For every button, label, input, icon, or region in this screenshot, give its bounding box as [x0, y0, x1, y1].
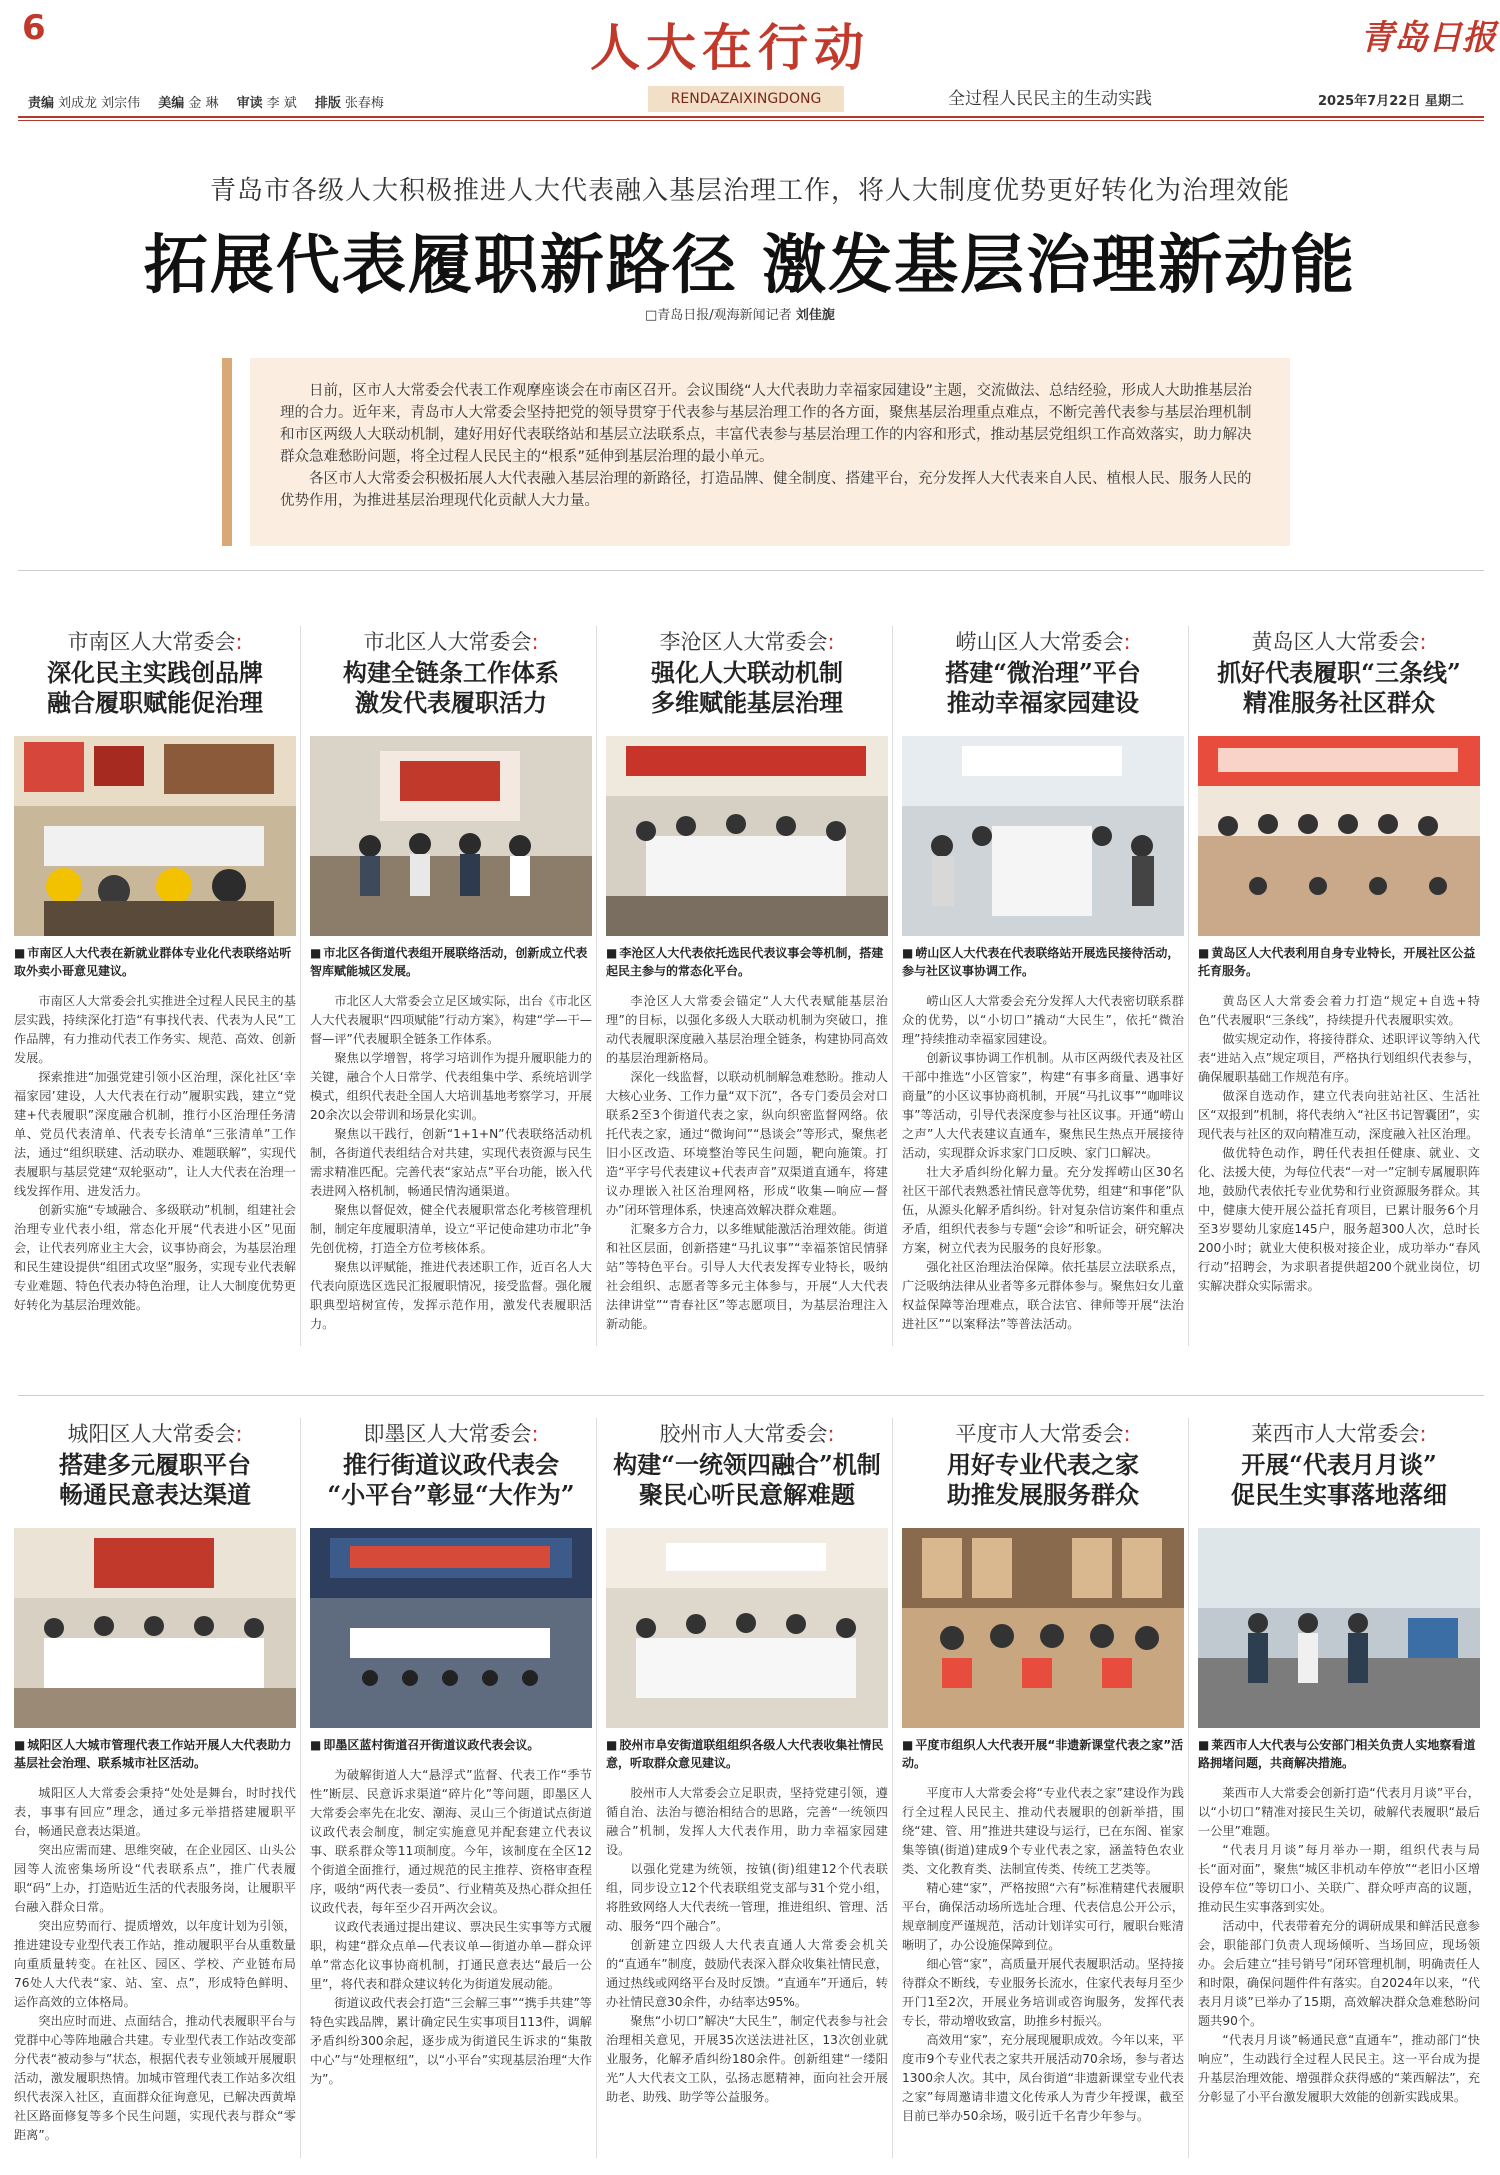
column-title — [1198, 1418, 1480, 1510]
column-title — [902, 1418, 1184, 1510]
body-paragraph: 为破解街道人大“悬浮式”监督、代表工作“季节性”断层、民意诉求渠道“碎片化”等问题，即墨区人大常委会率先在北安、潮海、灵山三个街道试点街道议政代表会制度，制定实施意见并配套建立代表议事、联系群众等11项制度。今年，该制度在全区12个街道全面推行，通过规范的民主推荐、资格审查程序，吸纳“两代表一委员”、行业精英及热心群众担任议政代表，每年至少召开两次会议。 — [310, 1768, 592, 1915]
district-column — [902, 1418, 1184, 2126]
column-title-line: 激发代表履职活力 — [355, 688, 547, 717]
body-paragraph: 突出应需而建、思维突破，在企业园区、山头公园等人流密集场所设“代表联系点”，推广代表履职“码”上办，打造贴近生活的代表服务岗，让履职平台融入群众日常。 — [14, 1843, 296, 1914]
news-photo — [310, 736, 592, 936]
body-paragraph: 市北区人大常委会立足区域实际，出台《市北区人大代表履职“四项赋能”行动方案》，构建“学—干—督—评”代表履职全链条工作体系。 — [310, 994, 592, 1046]
news-photo — [14, 736, 296, 936]
photo-caption: ■ 市南区人大代表在新就业群体专业化代表联络站听取外卖小哥意见建议。 — [14, 944, 296, 980]
column-body — [14, 1784, 296, 2145]
news-photo — [606, 1528, 888, 1728]
column-title-line: 用好专业代表之家 — [947, 1450, 1139, 1479]
column-title-line: 强化人大联动机制 — [651, 658, 843, 687]
column-title — [1198, 626, 1480, 718]
news-photo — [1198, 1528, 1480, 1728]
column-title-line: 促民生实事落地落细 — [1231, 1480, 1447, 1509]
body-paragraph: 聚焦以干践行，创新“1+1+N”代表联络活动机制，各街道代表组结合对共建，实现代表资源与民生需求精准匹配。完善代表“家站点”平台功能，嵌入代表进网入格机制，畅通民情沟通渠道。 — [310, 1127, 592, 1198]
district-column — [1198, 1418, 1480, 2107]
district-column — [606, 626, 888, 1334]
column-body — [1198, 992, 1480, 1296]
column-title — [606, 1418, 888, 1510]
column-body — [902, 992, 1184, 1334]
intro-accent-bar — [222, 358, 232, 546]
photo-voter-reception — [902, 736, 1184, 936]
district-column — [606, 1418, 888, 2107]
photo-street-council-meeting — [310, 1528, 592, 1728]
photo-public-opinion-meeting — [606, 1528, 888, 1728]
news-photo — [902, 736, 1184, 936]
news-photo — [1198, 736, 1480, 936]
body-paragraph: 创新议事协调工作机制。从市区两级代表及社区干部中推选“小区管家”，构建“有事多商量、遇事好商量”的小区议事协商机制，开展“马扎议事”“咖啡议事”等活动，引导代表深度参与社区议事。开通“崂山之声”人大代表建议直通车，聚焦民生热点开展接待活动，实现群众诉求家门口反映、家门口解决。 — [902, 1051, 1184, 1160]
photo-conference-table — [606, 736, 888, 936]
column-title-line: “小平台”彰显“大作为” — [327, 1480, 575, 1509]
district-column — [310, 626, 592, 1334]
news-photo — [902, 1528, 1184, 1728]
column-title-line: 搭建多元履职平台 — [59, 1450, 251, 1479]
editor-credits — [28, 92, 398, 111]
photo-representatives-group — [310, 736, 592, 936]
column-body — [1198, 1784, 1480, 2107]
section-divider — [18, 570, 1484, 571]
column-org: 市北区人大常委会 : — [310, 626, 592, 656]
slogan: 全过程人民民主的生动实践 — [948, 89, 1152, 109]
byline-name: 刘佳旎 — [795, 308, 835, 323]
body-paragraph: 探索推进“加强党建引领小区治理，深化社区‘幸福家园’建设，人大代表在行动”履职实践，建立“党建+代表履职”深度融合机制，推行小区治理任务清单、党员代表清单、代表专长清单“三张清单”工作法，通过“组织联建、活动联办、难题联解”，实现代表履职与基层党建“双轮驱动”，让人大代表在治理一线发挥作用、进发活力。 — [14, 1070, 296, 1198]
masthead-rule-thin — [18, 120, 1484, 121]
editor-names: 李 斌 — [266, 96, 297, 111]
photo-caption: ■ 市北区各街道代表组开展联络活动，创新成立代表智库赋能城区发展。 — [310, 944, 592, 980]
column-title-line: 深化民主实践创品牌 — [47, 658, 263, 687]
row-divider — [18, 1395, 1484, 1396]
intro-box — [250, 358, 1290, 546]
body-paragraph: 强化社区治理法治保障。依托基层立法联系点，广泛吸纳法律从业者等多元群体参与。聚焦妇女儿童权益保障等治理难点，联合法官、律师等开展“法治进社区”“以案释法”等普法活动。 — [902, 1260, 1184, 1331]
photo-caption: ■ 平度市组织人大代表开展“非遗新课堂代表之家”活动。 — [902, 1736, 1184, 1772]
body-paragraph: “代表月月谈”每月举办一期，组织代表与局长“面对面”，聚焦“城区非机动车停放”“老旧小区增设停车位”等切口小、关联广、群众呼声高的议题，推动民生实事落到实处。 — [1198, 1843, 1480, 1914]
body-paragraph: 创新建立四级人大代表直通人大常委会机关的“直通车”制度，鼓励代表深入群众收集社情民意，通过热线或网络平台及时反馈。“直通车”开通后，转办社情民意30余件，办结率达95%。 — [606, 1938, 888, 2009]
column-title-line: 聚民心听民意解难题 — [639, 1480, 855, 1509]
column-divider — [892, 1418, 893, 2158]
photo-caption: ■ 李沧区人大代表依托选民代表议事会等机制，搭建起民主参与的常态化平台。 — [606, 944, 888, 980]
body-paragraph: 城阳区人大常委会秉持“处处是舞台，时时找代表，事事有回应”理念，通过多元举措搭建履职平台，畅通民意表达渠道。 — [14, 1786, 296, 1838]
column-title-line: 搭建“微治理”平台 — [945, 658, 1141, 687]
newspaper-logo: 青岛日报 — [1360, 18, 1496, 58]
body-paragraph: 以强化党建为统领，按镇(街)组建12个代表联组，同步设立12个代表联组党支部与31个党小组，将胜致网络人大代表统一管理，推进组织、管理、活动、服务“四个融合”。 — [606, 1862, 888, 1933]
photo-caption: ■ 崂山区人大代表在代表联络站开展选民接待活动，参与社区议事协调工作。 — [902, 944, 1184, 980]
photo-caption: ■ 莱西市人大代表与公安部门相关负责人实地察看道路拥堵问题，共商解决措施。 — [1198, 1736, 1480, 1772]
body-paragraph: 创新实施“专域融合、多级联动”机制，组建社会治理专业代表小组，常态化开展“代表进小区”见面会，让代表列席业主大会，议事协商会，为基层治理和民生建设提供“组团式攻坚”服务，实现专业代表解专业难题、特色代表办特色治理，让人大制度优势更好转化为基层治理效能。 — [14, 1203, 296, 1312]
body-paragraph: 突出应势而行、提质增效，以年度计划为引领，推进建设专业型代表工作站，推动履职平台从重数量向重质量转变。在社区、园区、学校、产业链布局76处人大代表“家、站、室、点”，形成特色鲜明、运作高效的立体格局。 — [14, 1919, 296, 2009]
column-title-line: 融合履职赋能促治理 — [47, 688, 263, 717]
body-paragraph: 做优特色动作，聘任代表担任健康、就业、文化、法援大使，为每位代表“一对一”定制专属履职阵地，鼓励代表依托专业优势和行业资源服务群众。其中，健康大使开展公益托育项目，已累计服务6个月至3岁婴幼儿家庭145户，服务超300人次，总时长200小时；就业大使积极对接企业，成功举办“春风行动”招聘会，为求职者提供超200个就业岗位，切实解决群众实际需求。 — [1198, 1146, 1480, 1293]
article-subhead: 青岛市各级人大积极推进人大代表融入基层治理工作，将人大制度优势更好转化为治理效能 — [209, 176, 1290, 206]
body-paragraph: 高效用“家”，充分展现履职成效。今年以来，平度市9个专业代表之家共开展活动70余场，参与者达1300余人次。其中，凤台街道“非遗新课堂专业代表之家”每周邀请非遗文化传承人为青少年授课，截至目前已举办50余场，吸引近千名青少年参与。 — [902, 2033, 1184, 2123]
column-title-line: 多维赋能基层治理 — [651, 688, 843, 717]
column-body — [606, 1784, 888, 2107]
column-title-line: 畅通民意表达渠道 — [59, 1480, 251, 1509]
photo-city-management-station — [14, 1528, 296, 1728]
body-paragraph: 李沧区人大常委会锚定“人大代表赋能基层治理”的目标，以强化多级人大联动机制为突破口，推动代表履职深度融入基层治理全链条，构建协同高效的基层治理新格局。 — [606, 994, 888, 1065]
photo-meeting-delivery-riders — [14, 736, 296, 936]
column-body — [310, 1766, 592, 2089]
section-title: 人大在行动 — [590, 18, 870, 77]
column-divider — [1188, 626, 1189, 1346]
dateline: 2025年7月22日 星期二 — [1318, 94, 1464, 109]
column-org: 崂山区人大常委会 : — [902, 626, 1184, 656]
body-paragraph: 聚焦以评赋能，推进代表述职工作，近百名人大代表向原选区选民汇报履职情况，接受监督。强化履职典型培树宣传，发挥示范作用，激发代表履职活力。 — [310, 1260, 592, 1331]
column-title — [310, 1418, 592, 1510]
body-paragraph: 聚焦“小切口”解决“大民生”，制定代表参与社会治理相关意见，开展35次送法进社区，13次创业就业服务，化解矛盾纠纷180余件。创新组建“一缕阳光”人大代表文工队，弘扬志愿精神，面向社会开展助老、助残、助学等公益服务。 — [606, 2014, 888, 2104]
editor-role: 美编 — [158, 96, 185, 111]
body-paragraph: 黄岛区人大常委会着力打造“规定+自选+特色”代表履职“三条线”，持续提升代表履职实效。 — [1198, 994, 1480, 1027]
body-paragraph: 细心管“家”，高质量开展代表履职活动。坚持接待群众不断线，专业服务长流水，住家代表每月至少开门1至2次，开展业务培训或咨询服务，发挥代表专长，带动增收致富，助推乡村振兴。 — [902, 1957, 1184, 2028]
column-title-line: 构建“一统领四融合”机制 — [613, 1450, 881, 1479]
body-paragraph: 市南区人大常委会扎实推进全过程人民民主的基层实践，持续深化打造“有事找代表、代表为人民”工作品牌，有力推动代表工作务实、规范、高效、创新发展。 — [14, 994, 296, 1065]
column-title-line: 开展“代表月月谈” — [1241, 1450, 1437, 1479]
photo-caption: ■ 城阳区人大城市管理代表工作站开展人大代表助力基层社会治理、联系城市社区活动。 — [14, 1736, 296, 1772]
column-title-line: 推行街道议政代表会 — [343, 1450, 559, 1479]
news-photo — [310, 1528, 592, 1728]
column-org: 莱西市人大常委会 : — [1198, 1418, 1480, 1448]
intro-paragraph: 各区市人大常委会积极拓展人大代表融入基层治理的新路径，打造品牌、健全制度、搭建平台，充分发挥人大代表来自人民、植根人民、服务人民的优势作用，为推进基层治理现代化贡献人大力量。 — [280, 471, 1252, 509]
column-org: 市南区人大常委会 : — [14, 626, 296, 656]
editor-role: 排版 — [314, 96, 341, 111]
column-divider — [596, 626, 597, 1346]
column-body — [902, 1784, 1184, 2126]
column-org: 胶州市人大常委会 : — [606, 1418, 888, 1448]
district-column — [310, 1418, 592, 2089]
body-paragraph: 活动中，代表带着充分的调研成果和鲜活民意参会，职能部门负责人现场倾听、当场回应，现场领办。会后建立“挂号销号”闭环管理机制，明确责任人和时限，确保问题件件有落实。自2024年以来，“代表月月谈”已举办了15期，高效解决群众急难愁盼问题共90个。 — [1198, 1919, 1480, 2028]
article-headline: 拓展代表履职新路径 激发基层治理新动能 — [143, 228, 1357, 303]
masthead-rule — [18, 116, 1484, 118]
news-photo — [606, 736, 888, 936]
body-paragraph: 精心建“家”，严格按照“六有”标准精建代表履职平台，确保活动场所选址合理、代表信息公开公示，规章制度严谨规范，活动计划详实可行，履职台账清晰明了，办公设施保障到位。 — [902, 1881, 1184, 1952]
column-divider — [1188, 1418, 1189, 2158]
body-paragraph: 壮大矛盾纠纷化解力量。充分发挥崂山区30名社区干部代表熟悉社情民意等优势，组建“和事佬”队伍，从源头化解矛盾纠纷。针对复杂信访案件和重点矛盾，组织代表参与专题“会诊”和听证会，研究解决方案，树立代表为民服务的良好形象。 — [902, 1165, 1184, 1255]
editor-role: 审读 — [236, 96, 263, 111]
body-paragraph: 平度市人大常委会将“专业代表之家”建设作为践行全过程人民民主、推动代表履职的创新举措，围绕“建、管、用”推进共建设与运行，已在东阁、崔家集等镇(街道)建成9个专业代表之家，涵盖特色农业类、文化教育类、法制宣传类、传统工艺类等。 — [902, 1786, 1184, 1876]
column-divider — [300, 626, 301, 1346]
column-org: 即墨区人大常委会 : — [310, 1418, 592, 1448]
column-body — [310, 992, 592, 1334]
column-org: 黄岛区人大常委会 : — [1198, 626, 1480, 656]
body-paragraph: 胶州市人大常委会立足职责，坚持党建引领，遵循自治、法治与德治相结合的思路，完善“一统领四融合”机制，发挥人大代表作用，助力幸福家园建设。 — [606, 1786, 888, 1857]
column-body — [606, 992, 888, 1334]
column-title — [14, 1418, 296, 1510]
column-body — [14, 992, 296, 1315]
photo-caption: ■ 黄岛区人大代表利用自身专业特长，开展社区公益托育服务。 — [1198, 944, 1480, 980]
column-title — [310, 626, 592, 718]
body-paragraph: 莱西市人大常委会创新打造“代表月月谈”平台，以“小切口”精准对接民生关切，破解代表履职“最后一公里”难题。 — [1198, 1786, 1480, 1838]
body-paragraph: 议政代表通过提出建议、票决民生实事等方式履职，构建“群众点单—代表议单—街道办单—群众评单”常态化议事协商机制，打通民意表达“最后一公里”，将代表和群众建议转化为街道发展动能。 — [310, 1920, 592, 1991]
column-divider — [596, 1418, 597, 2158]
body-paragraph: 聚焦以学增智，将学习培训作为提升履职能力的关键，融合个人日常学、代表组集中学、系统培训学模式，组织代表赴全国人大培训基地考察学习，开展20余次以会带训和场景化实训。 — [310, 1051, 592, 1122]
page-number: 6 — [22, 8, 46, 48]
photo-childcare-event — [1198, 736, 1480, 936]
column-divider — [892, 626, 893, 1346]
body-paragraph: 聚焦以督促效，健全代表履职常态化考核管理机制，制定年度履职清单，设立“平记使命建功市北”争先创优榜，打造全方位考核体系。 — [310, 1203, 592, 1255]
column-title-line: 抓好代表履职“三条线” — [1217, 658, 1461, 687]
body-paragraph: 汇聚多方合力，以多维赋能激活治理效能。街道和社区层面，创新搭建“马扎议事”“幸福茶馆民情驿站”等特色平台。引导人大代表发挥专业特长，吸纳社会组织、志愿者等多元主体参与，开展“人大代表法律讲堂”“青春社区”等志愿项目，为基层治理注入新动能。 — [606, 1222, 888, 1331]
body-paragraph: 做深自选动作，建立代表向驻站社区、生活社区“双报到”机制，将代表纳入“社区书记智囊团”，实现代表与社区的双向精准互动，深度融入社区治理。 — [1198, 1089, 1480, 1141]
body-paragraph: 街道议政代表会打造“三会解三事”“携手共建”等特色实践品牌，累计确定民生实事项目113件，调解矛盾纠纷300余起，逐步成为街道民生诉求的“集散中心”与“处理枢纽”，以“小平台”实现基层治理“大作为”。 — [310, 1996, 592, 2086]
body-paragraph: 做实规定动作，将接待群众、述职评议等纳入代表“进站入点”规定项目，严格执行划组织代表参与，确保履职基础工作规范有序。 — [1198, 1032, 1480, 1084]
district-column — [14, 626, 296, 1315]
district-column — [14, 1418, 296, 2145]
column-title-line: 推动幸福家园建设 — [947, 688, 1139, 717]
byline-prefix: □青岛日报/观海新闻记者 — [645, 308, 792, 323]
editor-names: 张春梅 — [344, 96, 384, 111]
photo-road-inspection — [1198, 1528, 1480, 1728]
column-org: 城阳区人大常委会 : — [14, 1418, 296, 1448]
editor-role: 责编 — [28, 96, 55, 111]
column-org: 李沧区人大常委会 : — [606, 626, 888, 656]
editor-names: 金 琳 — [188, 96, 219, 111]
column-title — [902, 626, 1184, 718]
section-pinyin: RENDAZAIXINGDONG — [648, 86, 844, 112]
photo-caption: ■ 胶州市阜安街道联组组织各级人大代表收集社情民意，听取群众意见建议。 — [606, 1736, 888, 1772]
body-paragraph: 突出应时而进、点面结合，推动代表履职平台与党群中心等阵地融合共建。专业型代表工作站改变部分代表“被动参与”状态，根据代表专业领域开展履职活动，激发履职热情。加城市管理代表工作站多次组织代表深入社区，直面群众征询意见，已解决西黄埠社区路面修复等多个民生问题，实现代表与群众“零距离”。 — [14, 2014, 296, 2142]
photo-caption: ■ 即墨区蓝村街道召开街道议政代表会议。 — [310, 1736, 592, 1754]
column-title-line: 构建全链条工作体系 — [343, 658, 559, 687]
editor-names: 刘成龙 刘宗伟 — [58, 96, 141, 111]
column-title — [606, 626, 888, 718]
body-paragraph: “代表月月谈”畅通民意“直通车”，推动部门“快响应”，生动践行全过程人民民主。这一平台成为提升基层治理效能、增强群众获得感的“莱西解法”，充分彰显了小平台激发履职大效能的创新实践成果。 — [1198, 2033, 1480, 2104]
intro-paragraph: 日前，区市人大常委会代表工作观摩座谈会在市南区召开。会议围绕“人大代表助力幸福家园建设”主题，交流做法、总结经验，形成人大助推基层治理的合力。近年来，青岛市人大常委会坚持把党的领导贯穿于代表参与基层治理工作的各方面，聚焦基层治理重点难点，不断完善代表参与基层治理机制和市区两级人大联动机制，建好用好代表联络站和基层立法联系点，丰富代表参与基层治理工作的内容和形式，推动基层党组织工作高效落实，助力解决群众急难愁盼问题，将全过程人民民主的“根系”延伸到基层治理的最小单元。 — [280, 383, 1253, 465]
photo-intangible-heritage-class — [902, 1528, 1184, 1728]
column-title-line: 助推发展服务群众 — [947, 1480, 1139, 1509]
byline — [645, 304, 835, 323]
district-column — [902, 626, 1184, 1334]
column-divider — [300, 1418, 301, 2158]
body-paragraph: 深化一线监督，以联动机制解急难愁盼。推动人大核心业务、工作力量“双下沉”，各专门委员会对口联系2至3个街道代表之家，纵向织密监督网络。依托代表之家，通过“微询问”“恳谈会”等形式，聚焦老旧小区改造、环境整治等民生问题，靶向施策。打造“平字号代表建议+代表声音”双渠道直通车，将建议办理嵌入社区治理网格，形成“收集—响应—督办”闭环管理体系，快速高效解决群众难题。 — [606, 1070, 888, 1217]
masthead — [0, 0, 1500, 110]
column-title-line: 精准服务社区群众 — [1243, 688, 1435, 717]
column-org: 平度市人大常委会 : — [902, 1418, 1184, 1448]
body-paragraph: 崂山区人大常委会充分发挥人大代表密切联系群众的优势，以“小切口”撬动“大民生”，依托“微治理”持续推动幸福家园建设。 — [902, 994, 1184, 1046]
column-title — [14, 626, 296, 718]
news-photo — [14, 1528, 296, 1728]
district-column — [1198, 626, 1480, 1296]
